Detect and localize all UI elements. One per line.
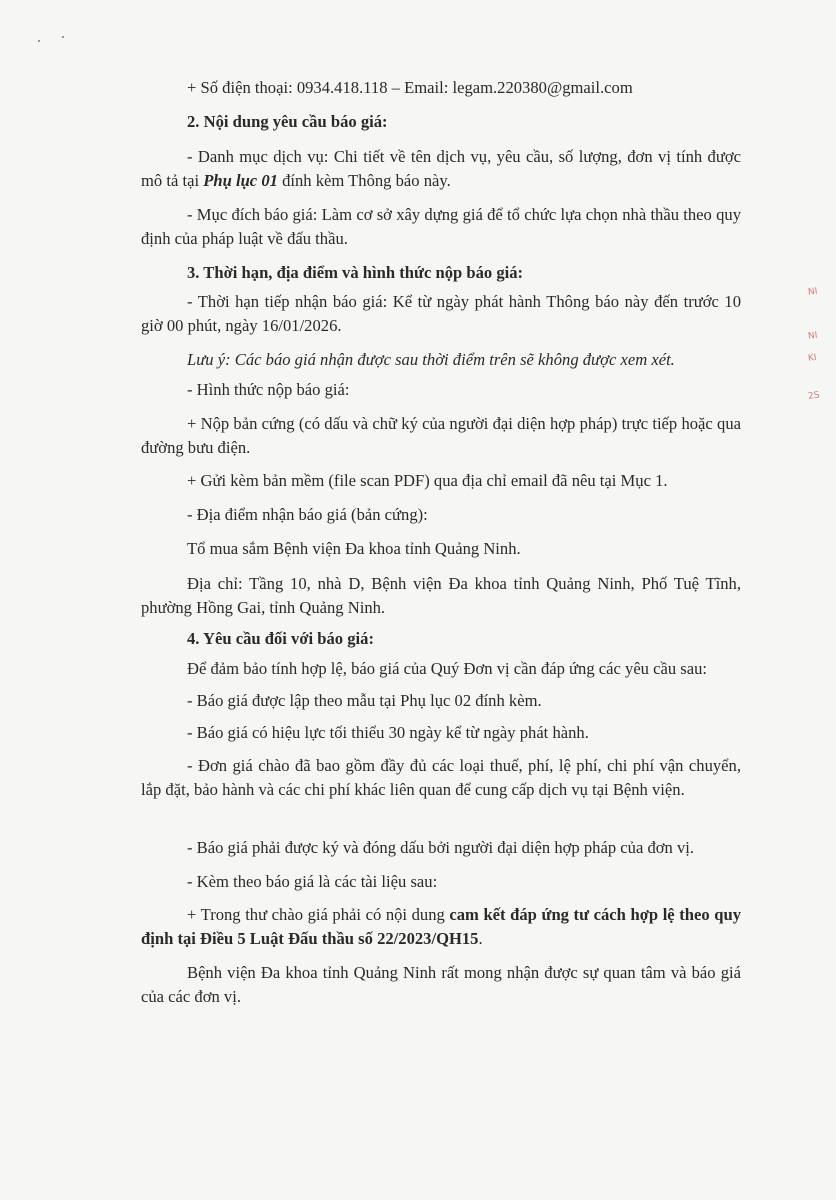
section-3-location-name: Tổ mua sắm Bệnh viện Đa khoa tỉnh Quảng Ninh. xyxy=(187,539,521,558)
section-4-intro: Để đảm bảo tính hợp lệ, báo giá của Quý Đơn vị cần đáp ứng các yêu cầu sau: xyxy=(187,659,708,678)
appendix-01-ref: Phụ lục 01 xyxy=(203,171,278,190)
section-4-commitment: + Trong thư chào giá phải có nội dung cam kết đáp ứng tư cách hợp lệ theo quy định tại Điều 5 Luật Đấu thầu số 22/2023/QH15. xyxy=(141,905,741,948)
scan-speck xyxy=(62,36,64,38)
section-2-purpose: - Mục đích báo giá: Làm cơ sở xây dựng giá để tổ chức lựa chọn nhà thầu theo quy định của pháp luật về đấu thầu. xyxy=(141,205,741,248)
stamp-fragment: KI xyxy=(807,352,818,364)
section-3-hard-copy: + Nộp bản cứng (có dấu và chữ ký của người đại diện hợp pháp) trực tiếp hoặc qua đường bưu điện. xyxy=(141,414,741,457)
section-2-heading: 2. Nội dung yêu cầu báo giá: xyxy=(187,112,388,131)
section-4-unit-price: - Đơn giá chào đã bao gồm đầy đủ các loại thuế, phí, lệ phí, chi phí vận chuyển, lắp đặt, bảo hành và các chi phí khác liên quan để cung cấp dịch vụ tại Bệnh viện. xyxy=(141,756,741,799)
section-3-location-label: - Địa điểm nhận báo giá (bản cứng): xyxy=(187,505,428,524)
section-3-note: Lưu ý: Các báo giá nhận được sau thời điểm trên sẽ không được xem xét. xyxy=(187,350,675,369)
section-3-submission-method: - Hình thức nộp báo giá: xyxy=(187,380,350,399)
section-3-soft-copy: + Gửi kèm bản mềm (file scan PDF) qua địa chỉ email đã nêu tại Mục 1. xyxy=(187,471,668,490)
section-3-address: Địa chỉ: Tầng 10, nhà D, Bệnh viện Đa khoa tỉnh Quảng Ninh, Phố Tuệ Tĩnh, phường Hồng Gai, tỉnh Quảng Ninh. xyxy=(141,574,741,617)
section-3-heading: 3. Thời hạn, địa điểm và hình thức nộp báo giá: xyxy=(187,263,524,282)
section-2-service-list: - Danh mục dịch vụ: Chi tiết về tên dịch vụ, yêu cầu, số lượng, đơn vị tính được mô tả tại Phụ lục 01 đính kèm Thông báo này. xyxy=(141,147,741,190)
contact-line: + Số điện thoại: 0934.418.118 – Email: legam.220380@gmail.com xyxy=(187,78,633,97)
section-3-deadline: - Thời hạn tiếp nhận báo giá: Kể từ ngày phát hành Thông báo này đến trước 10 giờ 00 phút, ngày 16/01/2026. xyxy=(141,292,741,335)
scan-speck xyxy=(38,40,40,42)
closing-paragraph: Bệnh viện Đa khoa tỉnh Quảng Ninh rất mong nhận được sự quan tâm và báo giá của các đơn vị. xyxy=(141,963,741,1006)
stamp-fragment: NI xyxy=(807,330,819,342)
section-4-attachments: - Kèm theo báo giá là các tài liệu sau: xyxy=(187,872,438,891)
section-4-validity: - Báo giá có hiệu lực tối thiểu 30 ngày kể từ ngày phát hành. xyxy=(187,723,589,742)
section-4-signature: - Báo giá phải được ký và đóng dấu bởi người đại diện hợp pháp của đơn vị. xyxy=(187,838,695,857)
commitment-emphasis: cam kết đáp ứng tư cách hợp lệ theo quy định tại Điều 5 Luật Đấu thầu số 22/2023/QH15 xyxy=(141,905,741,948)
stamp-fragment: 2S xyxy=(807,390,821,402)
section-4-heading: 4. Yêu cầu đối với báo giá: xyxy=(187,629,374,648)
section-4-template: - Báo giá được lập theo mẫu tại Phụ lục 02 đính kèm. xyxy=(187,691,542,710)
stamp-fragment: NI xyxy=(807,286,819,298)
